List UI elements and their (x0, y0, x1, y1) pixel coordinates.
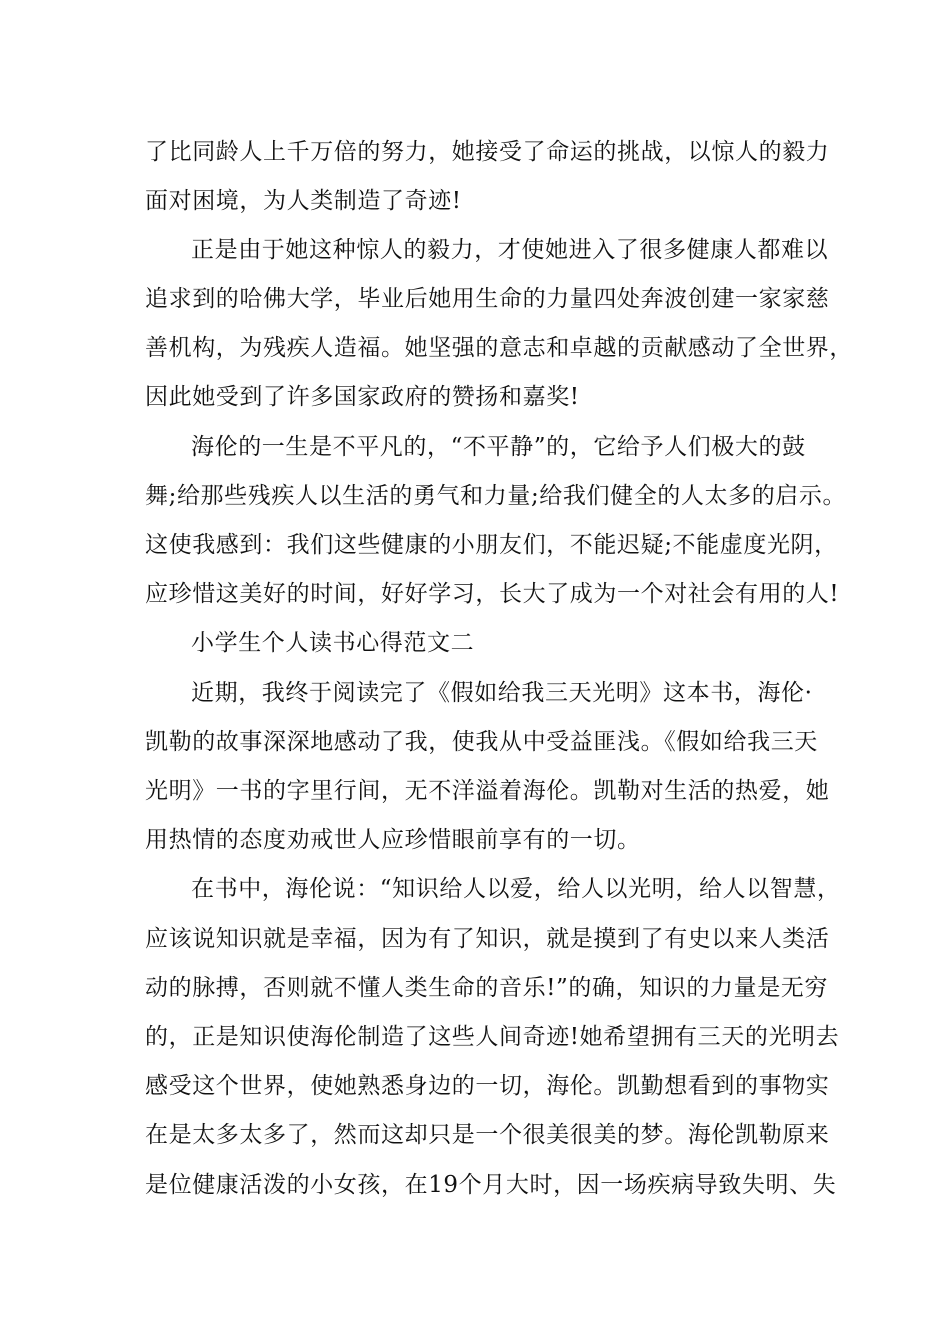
text-line-2: 面对困境，为人类制造了奇迹! (145, 188, 462, 214)
text-line-6: 因此她受到了许多国家政府的赞扬和嘉奖! (145, 384, 580, 410)
text-line-14: 光明》一书的字里行间，无不洋溢着海伦。凯勒对生活的热爱，她 (145, 778, 830, 804)
text-line-7: 海伦的一生是不平凡的，“不平静”的，它给予人们极大的鼓 (191, 434, 806, 460)
text-line-8: 舞;给那些残疾人以生活的勇气和力量;给我们健全的人太多的启示。 (145, 483, 847, 509)
text-line-20: 感受这个世界，使她熟悉身边的一切，海伦。凯勤想看到的事物实 (145, 1073, 830, 1099)
text-line-1: 了比同龄人上千万倍的努力，她接受了命运的挑战，以惊人的毅力 (145, 139, 830, 165)
text-line-12: 近期，我终于阅读完了《假如给我三天光明》这本书，海伦· (191, 680, 813, 706)
text-line-15: 用热情的态度劝戒世人应珍惜眼前享有的一切。 (145, 827, 641, 853)
text-line-19: 的，正是知识使海伦制造了这些人间奇迹!她希望拥有三天的光明去 (145, 1024, 840, 1050)
text-line-5: 善机构，为残疾人造福。她坚强的意志和卓越的贡献感动了全世界， (145, 335, 853, 361)
text-line-22: 是位健康活泼的小女孩，在19个月大时，因一场疾病导致失明、失 (145, 1172, 837, 1198)
text-line-13: 凯勒的故事深深地感动了我，使我从中受益匪浅。《假如给我三天 (145, 729, 818, 755)
text-line-10: 应珍惜这美好的时间，好好学习，长大了成为一个对社会有用的人! (145, 581, 840, 607)
text-line-3: 正是由于她这种惊人的毅力，才使她进入了很多健康人都难以 (191, 237, 829, 263)
section-heading: 小学生个人读书心得范文二 (191, 630, 475, 656)
text-line-18: 动的脉搏，否则就不懂人类生命的音乐!”的确，知识的力量是无穷 (145, 975, 829, 1001)
text-line-17: 应该说知识就是幸福，因为有了知识，就是摸到了有史以来人类活 (145, 926, 830, 952)
text-line-21: 在是太多太多了，然而这却只是一个很美很美的梦。海伦凯勒原来 (145, 1122, 830, 1148)
text-line-4: 追求到的哈佛大学，毕业后她用生命的力量四处奔波创建一家家慈 (145, 286, 830, 312)
text-line-16: 在书中，海伦说：“知识给人以爱，给人以光明，给人以智慧， (191, 876, 841, 902)
text-line-9: 这使我感到：我们这些健康的小朋友们，不能迟疑;不能虚度光阴， (145, 532, 838, 558)
